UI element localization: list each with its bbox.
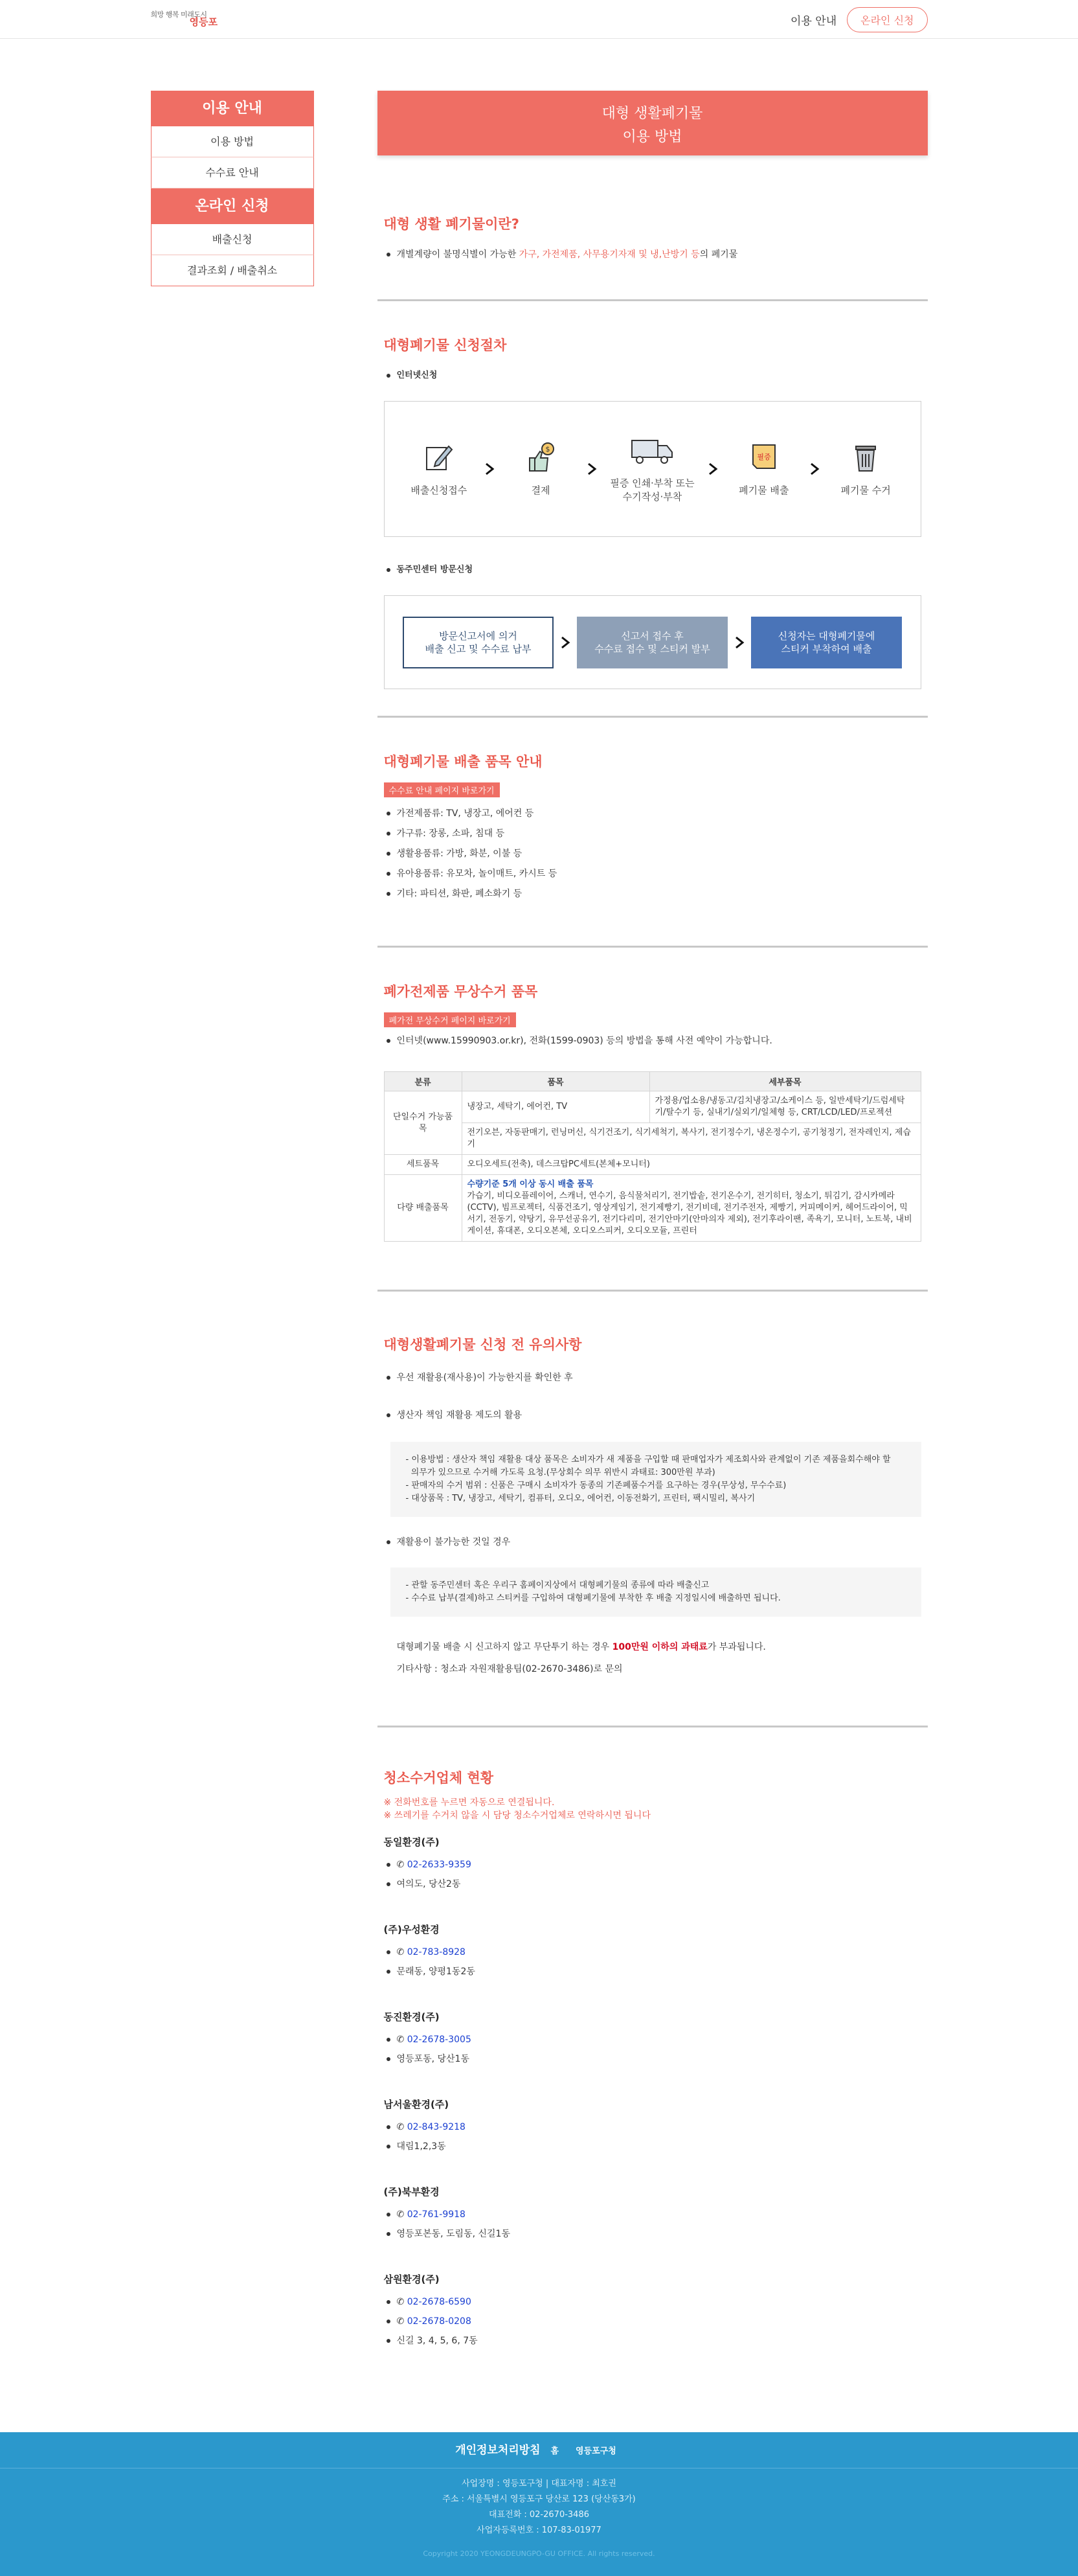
sidebar-title-apply: 온라인 신청 xyxy=(151,188,314,224)
note-line: - 수수료 납부(결제)하고 스티커를 구입하여 대형폐기물에 부착한 후 배출 지정일시에 배출하면 됩니다. xyxy=(405,1593,781,1603)
table-row xyxy=(384,1123,921,1155)
company-phone: ✆ 02-761-9918 xyxy=(384,2207,921,2222)
internet-label: 인터넷신청 xyxy=(384,369,921,383)
notice-item: 재활용이 불가능한 것일 경우 xyxy=(384,1535,921,1549)
phone-icon: ✆ xyxy=(396,2122,405,2132)
banner-line2: 이용 방법 xyxy=(622,129,682,145)
company-item xyxy=(384,2272,921,2348)
step-print xyxy=(603,434,701,504)
section-title: 대형폐기물 신청절차 xyxy=(383,337,507,353)
step-pay xyxy=(502,441,579,497)
company-name: (주)우성환경 xyxy=(383,1924,440,1935)
step-label: 폐기물 수거 xyxy=(840,484,891,496)
section-title: 대형 생활 폐기물이란? xyxy=(383,216,519,232)
footer-line: 사업자등록번호 : 107-83-01977 xyxy=(477,2525,601,2535)
note-line: - 이용방법 : 생산자 책임 재활용 대상 품목은 소비자가 새 제품을 구입할 때 판매업자가 제조회사와 관계없이 기존 제품을회수해야 할 xyxy=(405,1455,891,1465)
visit-label: 동주민센터 방문신청 xyxy=(384,563,921,577)
trash-can-icon xyxy=(849,441,882,473)
table-row xyxy=(384,1155,921,1175)
free-pickup-table xyxy=(384,1071,921,1242)
company-name: 동일환경(주) xyxy=(383,1836,440,1848)
phone-icon: ✆ xyxy=(396,2316,405,2327)
nav-guide-link[interactable]: 이용 안내 xyxy=(791,14,837,28)
phone-icon: ✆ xyxy=(396,2297,405,2307)
header xyxy=(0,0,1078,39)
list-item: 생활용품류: 가방, 화분, 이불 등 xyxy=(384,847,921,861)
svg-text:필증: 필증 xyxy=(757,452,771,461)
table-header-row xyxy=(384,1072,921,1091)
footer xyxy=(0,2432,1078,2576)
step-discharge xyxy=(725,441,803,497)
sidebar-item-usage[interactable]: 이용 방법 xyxy=(151,126,314,157)
table-cell: 단일수거 가능품목 xyxy=(384,1091,462,1155)
truck-icon xyxy=(629,434,675,466)
free-pickup-desc: 인터넷(www.15990903.or.kr), 전화(1599-0903) 등의 방법을 통해 사전 예약이 가능합니다. xyxy=(384,1034,921,1048)
arrow-right-icon xyxy=(585,462,598,475)
section-free-pickup xyxy=(377,948,928,1290)
sidebar-item-discharge[interactable]: 배출신청 xyxy=(151,224,314,255)
home-link[interactable]: 홈 xyxy=(550,2446,559,2456)
banner-line1: 대형 생활폐기물 xyxy=(601,106,703,122)
sidebar-item-result[interactable]: 결과조회 / 배출취소 xyxy=(151,255,314,286)
table-row xyxy=(384,1091,921,1123)
company-name: 동진환경(주) xyxy=(383,2011,440,2023)
visit-step-2: 신고서 접수 후 수수료 접수 및 스티커 발부 xyxy=(577,617,728,668)
non-recyclable-note-box xyxy=(390,1567,921,1617)
table-cell: 냉장고, 세탁기, 에어컨, TV xyxy=(462,1091,649,1123)
step-label: 배출신청접수 xyxy=(410,484,467,496)
company-item xyxy=(384,2185,921,2241)
company-phone: ✆ 02-2678-3005 xyxy=(384,2033,921,2047)
phone-icon: ✆ xyxy=(396,2035,405,2045)
office-link[interactable]: 영등포구청 xyxy=(576,2446,616,2456)
company-note: ※ 전화번호를 누르면 자동으로 연결됩니다. xyxy=(383,1797,555,1808)
sidebar-item-fee[interactable]: 수수료 안내 xyxy=(151,157,314,188)
step-apply xyxy=(400,441,478,497)
privacy-link[interactable]: 개인정보처리방침 xyxy=(455,2444,541,2457)
step-label: 필증 인쇄·부착 또는 수기작성·부착 xyxy=(610,477,695,503)
footer-line: 사업장명 : 영등포구청 | 대표자명 : 최호권 xyxy=(462,2479,616,2489)
table-cell: 다량 배출품목 xyxy=(384,1175,462,1242)
list-item: 가구류: 장롱, 소파, 침대 등 xyxy=(384,826,921,841)
arrow-right-icon xyxy=(733,636,746,649)
copyright: Copyright 2020 YEONGDEUNGPO-GU OFFICE. All rights reserved. xyxy=(423,2549,655,2558)
table-cell: 가정용/업소용/냉동고/김치냉장고/소케이스 등, 일반세탁기/드럼세탁기/탈수기 등, 실내기/실외기/일체형 등, CRT/LCD/LED/프로젝션 xyxy=(649,1091,921,1123)
arrow-right-icon xyxy=(808,462,821,475)
site-logo[interactable] xyxy=(151,11,218,27)
visit-process xyxy=(384,595,921,689)
fee-page-link[interactable]: 수수료 안내 페이지 바로가기 xyxy=(384,782,500,797)
arrow-right-icon xyxy=(706,462,719,475)
step-label: 결제 xyxy=(531,484,550,496)
company-phone: ✆ 02-843-9218 xyxy=(384,2120,921,2134)
note-line: 의무가 있으므로 수거해 가도록 요청.(무상회수 의무 위반시 과태료: 300만원 부과) xyxy=(405,1468,715,1477)
sticker-icon xyxy=(748,441,780,473)
what-desc: 개별계량이 불명식별이 가능한 가구, 가전제품, 사무용기자재 및 냉,난방기 등의 폐기물 xyxy=(384,247,921,262)
nav-apply-button[interactable]: 온라인 신청 xyxy=(847,7,927,32)
notice-item: 생산자 책임 재활용 제도의 활용 xyxy=(384,1408,921,1422)
list-item: 가전제품류: TV, 냉장고, 에어컨 등 xyxy=(384,806,921,821)
table-cell: 세트품목 xyxy=(384,1155,462,1175)
table-cell xyxy=(462,1175,921,1242)
section-title: 대형생활폐기물 신청 전 유의사항 xyxy=(383,1337,582,1352)
logo-slogan: 희망 행복 미래도시 xyxy=(150,10,207,19)
company-area: 영등포동, 당산1동 xyxy=(384,2052,921,2066)
sidebar xyxy=(151,91,314,2348)
svg-text:$: $ xyxy=(545,444,550,453)
company-area: 영등포본동, 도림동, 신길1동 xyxy=(384,2227,921,2241)
section-companies xyxy=(377,1727,928,2348)
section-items xyxy=(377,718,928,946)
table-header: 분류 xyxy=(384,1072,462,1091)
phone-icon: ✆ xyxy=(396,1947,405,1957)
header-nav xyxy=(791,7,927,32)
company-phone: ✆ 02-2678-6590 xyxy=(384,2295,921,2309)
list-item: 유아용품류: 유모차, 놀이매트, 카시트 등 xyxy=(384,867,921,881)
company-phone: ✆ 02-2678-0208 xyxy=(384,2314,921,2329)
phone-icon: ✆ xyxy=(396,2209,405,2220)
note-line: - 판매자의 수거 범위 : 신품은 구매시 소비자가 동종의 기존폐품수거를 요구하는 경우(무상성, 무수수료) xyxy=(405,1481,787,1490)
page-banner xyxy=(377,91,928,155)
footer-line: 대표전화 : 02-2670-3486 xyxy=(489,2510,589,2520)
company-area: 신길 3, 4, 5, 6, 7동 xyxy=(384,2334,921,2348)
company-item xyxy=(384,1835,921,1891)
note-line: - 대상품목 : TV, 냉장고, 세탁기, 컴퓨터, 오디오, 에어컨, 이동전화기, 프린터, 팩시밀리, 복사기 xyxy=(405,1494,756,1503)
pencil-icon xyxy=(423,441,455,473)
step-collect xyxy=(827,441,904,497)
company-name: 남서울환경(주) xyxy=(383,2099,449,2110)
phone-icon: ✆ xyxy=(396,1860,405,1870)
section-title: 청소수거업체 현황 xyxy=(383,1770,494,1786)
visit-step-1: 방문신고서에 의거 배출 신고 및 수수료 납부 xyxy=(403,617,554,668)
company-area: 문래동, 양평1동2동 xyxy=(384,1965,921,1979)
company-phone: ✆ 02-2633-9359 xyxy=(384,1858,921,1872)
company-phone: ✆ 02-783-8928 xyxy=(384,1945,921,1959)
company-area: 대림1,2,3동 xyxy=(384,2139,921,2154)
section-title: 폐가전제품 무상수거 품목 xyxy=(383,984,538,999)
section-title: 대형폐기물 배출 품목 안내 xyxy=(383,754,543,769)
section-what xyxy=(377,155,928,299)
free-pickup-link[interactable]: 폐가전 무상수거 페이지 바로가기 xyxy=(384,1012,516,1027)
notice-item: 우선 재활용(재사용)이 가능한지를 확인한 후 xyxy=(384,1371,921,1385)
table-cell: 오디오세트(전축), 데스크탑PC세트(본체+모니터) xyxy=(462,1155,921,1175)
table-row xyxy=(384,1175,921,1242)
note-line: - 관할 동주민센터 혹은 우리구 홈페이지상에서 대형폐기물의 종류에 따라 배출신고 xyxy=(405,1580,710,1590)
fine-notice: 대형폐기물 배출 시 신고하지 않고 무단투기 하는 경우 100만원 이하의 과태료가 부과됩니다. xyxy=(396,1642,766,1652)
footer-info xyxy=(0,2468,1078,2562)
table-header: 세부품목 xyxy=(649,1072,921,1091)
section-notice xyxy=(377,1292,928,1726)
table-cell: 전기오븐, 자동판매기, 런닝머신, 식기건조기, 식기세척기, 복사기, 전기정수기, 냉온정수기, 공기청정기, 전자레인지, 제습기 xyxy=(462,1123,921,1155)
arrow-right-icon xyxy=(559,636,572,649)
company-note: ※ 쓰레기를 수거치 않을 시 담당 청소수거업체로 연락하시면 됩니다 xyxy=(383,1810,651,1821)
footer-line: 주소 : 서울특별시 영등포구 당산로 123 (당산동3가) xyxy=(442,2494,636,2504)
arrow-right-icon xyxy=(483,462,496,475)
table-header: 품목 xyxy=(462,1072,649,1091)
step-label: 폐기물 배출 xyxy=(739,484,789,496)
company-item xyxy=(384,2010,921,2066)
multi-item-note: 수량기준 5개 이상 동시 배출 품목 xyxy=(467,1180,594,1189)
thumbs-up-coin-icon xyxy=(524,441,557,473)
internet-process xyxy=(384,401,921,537)
visit-step-3: 신청자는 대형폐기물에 스티커 부착하여 배출 xyxy=(751,617,902,668)
company-area: 여의도, 당산2동 xyxy=(384,1877,921,1891)
sidebar-title-guide: 이용 안내 xyxy=(151,91,314,126)
producer-note-box xyxy=(390,1442,921,1517)
list-item: 기타: 파티션, 화판, 폐소화기 등 xyxy=(384,887,921,901)
company-item xyxy=(384,2097,921,2154)
section-procedure xyxy=(377,301,928,716)
company-name: (주)북부환경 xyxy=(383,2186,440,2198)
logo-name: 영등포 xyxy=(189,16,218,28)
footer-nav xyxy=(0,2432,1078,2468)
main-content xyxy=(377,91,928,2348)
contact-notice: 기타사항 : 청소과 자원재활용팀(02-2670-3486)로 문의 xyxy=(396,1664,623,1674)
multi-item-list: 가습기, 비디오플레이어, 스캐너, 연수기, 음식물처리기, 전기밥솥, 전기온수기, 전기히터, 청소기, 튀김기, 감시카메라(CCTV), 빔프로젝터, 식품건조기, 영상게임기, 전기제빵기, 전기비데, 전기주전자, 제빵기, 커피메이커, 헤어드라이어, 믹서기, 전동기, 약탕기, 유무선공유기, 전기다리미, 전기안마기(안마의자 제외), 전기후라이팬, 족욕기, 모니터, 노트북, 내비게이션, 휴대폰, 오디오본체, 오디오스피커, 오디오모듈, 프린터 xyxy=(467,1191,912,1236)
company-name: 삼원환경(주) xyxy=(383,2274,440,2285)
company-item xyxy=(384,1922,921,1979)
